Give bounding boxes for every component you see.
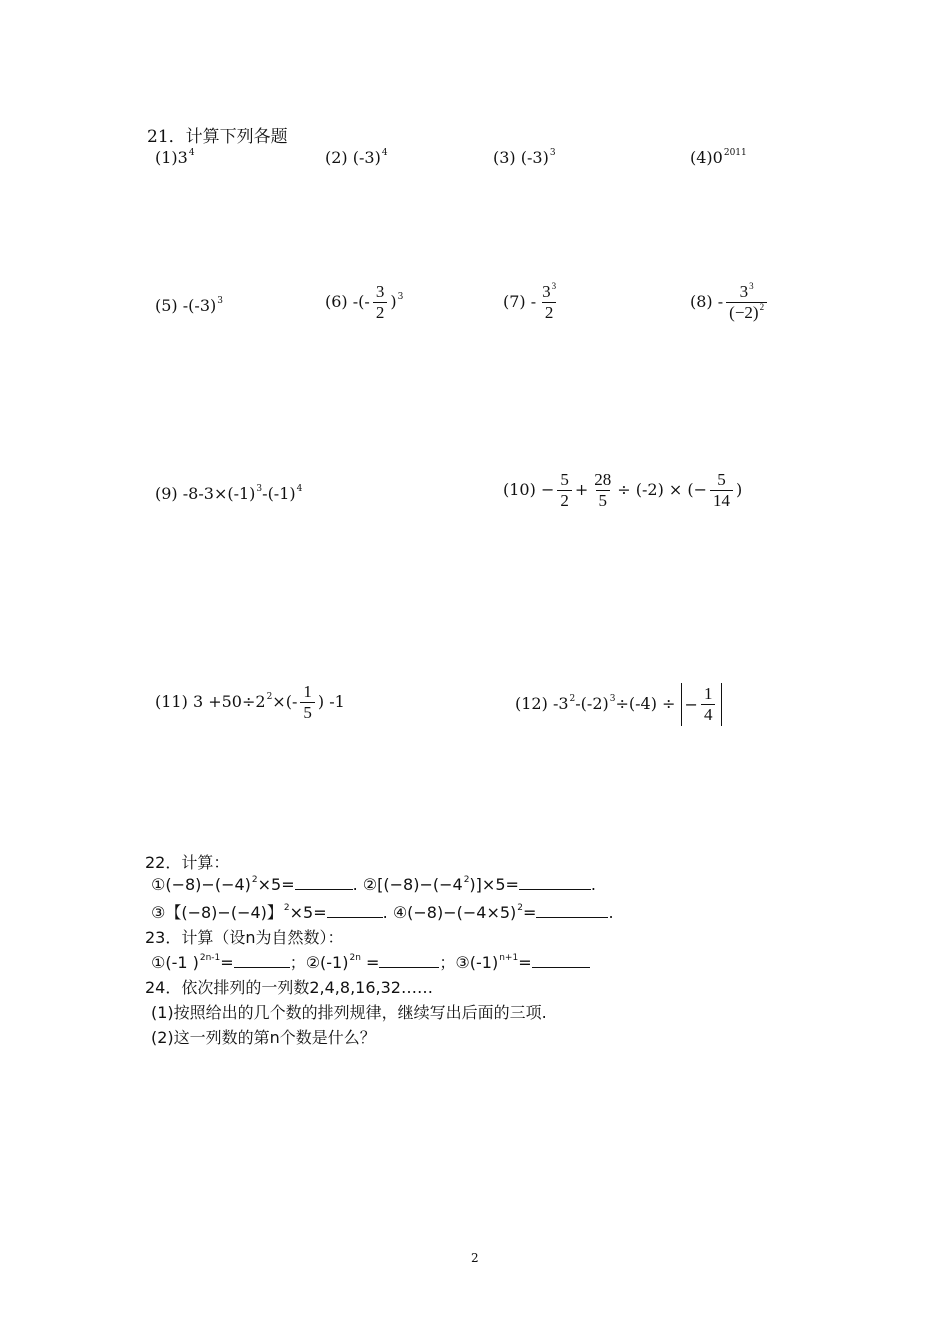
fraction bbox=[701, 685, 716, 724]
base: (-3) bbox=[520, 148, 549, 167]
numerator: 28 bbox=[594, 470, 612, 489]
exponent: 2n-1 bbox=[199, 953, 221, 963]
denominator: 5 bbox=[300, 702, 315, 722]
problem-24-question-2: (2)这一列数的第n个数是什么？ bbox=[151, 1028, 376, 1047]
exponent: 3 bbox=[397, 291, 404, 302]
answer-blank[interactable] bbox=[379, 967, 439, 968]
close-paren: ) bbox=[390, 291, 397, 311]
problem-23-line bbox=[151, 950, 590, 973]
numerator-base: 3 bbox=[542, 282, 551, 301]
item-label: (4) bbox=[690, 148, 713, 167]
period: . bbox=[590, 875, 596, 894]
expression-part: = bbox=[518, 953, 532, 972]
answer-blank[interactable] bbox=[327, 917, 383, 918]
plus-sign: + bbox=[574, 479, 589, 499]
problem-21-7 bbox=[503, 283, 562, 322]
problem-23-heading: 23．计算（设n为自然数）： bbox=[145, 928, 344, 947]
expression-part: -8-3×(-1) bbox=[182, 484, 256, 503]
numerator bbox=[539, 283, 559, 302]
expression-part: = bbox=[220, 953, 234, 972]
exponent: 2 bbox=[251, 875, 258, 885]
exponent: 2011 bbox=[723, 148, 747, 158]
problem-21-9 bbox=[155, 484, 302, 503]
absolute-value bbox=[681, 683, 723, 726]
denominator: 2 bbox=[542, 302, 557, 322]
expression-part: . ②[(−8)−(−4 bbox=[352, 875, 463, 894]
prefix: -(- bbox=[352, 291, 370, 311]
denominator: 5 bbox=[596, 490, 611, 510]
numerator-exponent: 3 bbox=[551, 281, 557, 291]
base: 3 bbox=[177, 148, 188, 167]
exponent: 2 bbox=[463, 875, 470, 885]
close-paren: ) bbox=[736, 479, 743, 499]
exponent: 3 bbox=[217, 296, 223, 306]
item-label: (1) bbox=[155, 148, 178, 167]
item-label: (5) bbox=[155, 296, 178, 315]
problem-24-heading: 24．依次排列的一列数2,4,8,16,32…… bbox=[145, 978, 433, 997]
expression-part: -(-2) bbox=[575, 693, 609, 713]
item-label: (8) bbox=[690, 291, 713, 311]
exponent: 3 bbox=[549, 148, 556, 158]
numerator-exponent: 3 bbox=[749, 281, 754, 291]
numerator: 3 bbox=[375, 282, 385, 301]
item-label: (7) bbox=[503, 291, 526, 311]
fraction bbox=[300, 683, 315, 722]
expression-part: ③【(−8)−(−4)】 bbox=[151, 903, 283, 922]
exponent: 4 bbox=[188, 148, 195, 158]
expression-part: ÷ (-2) × (− bbox=[617, 479, 708, 499]
expression-part: )]×5= bbox=[469, 875, 519, 894]
minus-sign: - bbox=[717, 291, 724, 311]
item-label: (3) bbox=[493, 148, 516, 167]
fraction bbox=[557, 471, 572, 510]
item-label: (9) bbox=[155, 484, 178, 503]
numerator: 1 bbox=[303, 682, 312, 701]
problem-21-4 bbox=[690, 148, 747, 167]
numerator: 5 bbox=[560, 470, 569, 489]
expression-part: . ④(−8)−(−4×5) bbox=[382, 903, 517, 922]
expression-part: -3 bbox=[552, 693, 569, 713]
problem-22-line-1 bbox=[151, 875, 596, 894]
numerator: 5 bbox=[717, 470, 726, 489]
exponent: 2 bbox=[283, 903, 290, 913]
denominator-base: (−2) bbox=[729, 302, 759, 322]
problem-21-2 bbox=[325, 148, 388, 167]
answer-blank[interactable] bbox=[295, 889, 353, 890]
numerator bbox=[737, 283, 757, 302]
expression-part: ①(-1 ) bbox=[151, 953, 199, 972]
fraction bbox=[539, 283, 559, 322]
expression-part: -(-1) bbox=[262, 484, 296, 503]
item-label: (10) bbox=[503, 479, 536, 499]
exponent: 2 bbox=[517, 903, 524, 913]
fraction bbox=[373, 283, 388, 322]
expression-part: ①(−8)−(−4) bbox=[151, 875, 251, 894]
problem-21-heading: 21．计算下列各题 bbox=[147, 127, 288, 147]
base: 0 bbox=[712, 148, 723, 167]
expression: -(-3) bbox=[182, 296, 217, 315]
fraction bbox=[726, 283, 767, 322]
exponent: 2 bbox=[569, 693, 576, 704]
problem-21-12 bbox=[515, 683, 722, 726]
answer-blank[interactable] bbox=[532, 967, 590, 968]
item-label: (12) bbox=[515, 693, 548, 713]
base: (-3) bbox=[352, 148, 381, 167]
period: . bbox=[608, 903, 614, 922]
exponent: 4 bbox=[296, 484, 303, 494]
exponent: 2 bbox=[266, 691, 273, 702]
expression-part: ；③(-1) bbox=[439, 953, 499, 972]
exponent: 4 bbox=[381, 148, 388, 158]
exponent: 2n bbox=[349, 953, 361, 963]
numerator: 1 bbox=[703, 684, 713, 703]
minus-sign: − bbox=[684, 694, 698, 714]
problem-21-6 bbox=[325, 283, 403, 322]
expression-part: ×5= bbox=[289, 903, 327, 922]
problem-21-10 bbox=[503, 471, 742, 510]
denominator: 4 bbox=[701, 704, 716, 724]
minus-sign: - bbox=[530, 291, 537, 311]
denominator: 14 bbox=[710, 490, 733, 510]
fraction bbox=[710, 471, 733, 510]
expression-part: ×5= bbox=[257, 875, 295, 894]
denominator-exponent: 2 bbox=[759, 301, 765, 312]
expression-part: ÷(-4) ÷ bbox=[615, 693, 676, 713]
problem-21-5 bbox=[155, 296, 223, 315]
answer-blank[interactable] bbox=[519, 889, 591, 890]
item-label: (11) bbox=[155, 691, 188, 711]
answer-blank[interactable] bbox=[234, 967, 290, 968]
numerator-base: 3 bbox=[739, 282, 749, 301]
problem-22-heading: 22．计算： bbox=[145, 853, 230, 872]
expression-part: = bbox=[360, 953, 380, 972]
minus-sign: − bbox=[540, 479, 555, 499]
problem-24-question-1: (1)按照给出的几个数的排列规律，继续写出后面的三项. bbox=[151, 1003, 547, 1022]
expression-part: ) -1 bbox=[317, 691, 345, 711]
expression-part: ；②(-1) bbox=[289, 953, 349, 972]
problem-22-line-2 bbox=[151, 900, 614, 923]
expression-part: 3 +50÷2 bbox=[192, 691, 266, 711]
denominator: 2 bbox=[557, 490, 572, 510]
problem-21-8 bbox=[690, 283, 770, 322]
denominator bbox=[726, 302, 767, 322]
exponent: 3 bbox=[256, 484, 263, 494]
exponent: n+1 bbox=[499, 953, 519, 963]
fraction bbox=[591, 471, 614, 510]
page-number: 2 bbox=[471, 1251, 479, 1265]
item-label: (2) bbox=[325, 148, 348, 167]
answer-blank[interactable] bbox=[536, 917, 608, 918]
problem-21-3 bbox=[493, 148, 556, 167]
item-label: (6) bbox=[325, 291, 348, 311]
problem-21-11 bbox=[155, 683, 345, 722]
expression-part: = bbox=[523, 903, 537, 922]
problem-21-1 bbox=[155, 148, 195, 167]
expression-part: ×(- bbox=[272, 691, 298, 711]
exponent: 3 bbox=[609, 693, 616, 704]
denominator: 2 bbox=[373, 302, 388, 322]
